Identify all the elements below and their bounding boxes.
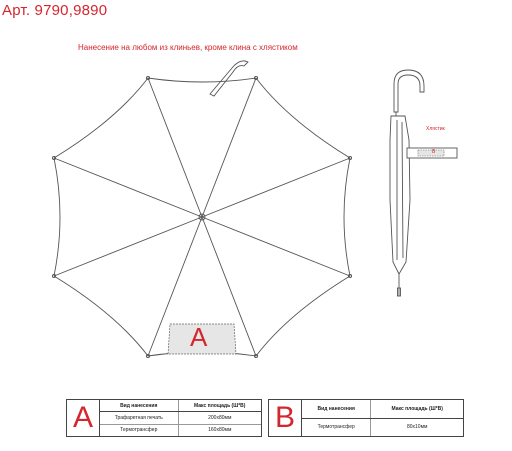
spec-b-area-cell: 80х10мм <box>371 418 463 436</box>
print-zone-b-letter: B <box>432 149 436 155</box>
handle-sketch <box>210 61 248 96</box>
folded-canopy <box>390 116 410 274</box>
spec-table-b <box>268 399 464 437</box>
rib-line <box>202 78 256 217</box>
spec-b-letter: B <box>269 400 302 436</box>
table-row <box>302 418 463 436</box>
table-row <box>100 424 261 436</box>
spec-a-header-row <box>100 400 261 412</box>
table-row <box>100 412 261 425</box>
spec-b-col-area: Макс площадь (Ш*В) <box>371 400 463 418</box>
placement-note: Нанесение на любом из клиньев, кроме клина с хлястиком <box>78 43 298 52</box>
umbrella-side-view <box>390 70 457 296</box>
spec-b-table <box>302 400 463 436</box>
rib-line <box>202 158 350 217</box>
canopy-top-view <box>52 61 351 358</box>
clasp-label: Хлястик <box>426 126 445 132</box>
spec-b-col-method: Вид нанесения <box>302 400 371 418</box>
rib-line <box>54 217 202 276</box>
spec-a-area-cell: 160х80мм <box>178 424 261 436</box>
spec-table-a <box>66 399 262 437</box>
spec-a-method-cell: Трафаретная печать <box>100 412 178 425</box>
spec-a-col-area: Макс площадь (Ш*В) <box>178 400 261 412</box>
side-handle <box>394 70 424 112</box>
spec-a-area-cell: 200х80мм <box>178 412 261 425</box>
spec-b-header-row <box>302 400 463 418</box>
rib-line <box>54 158 202 217</box>
fold-line <box>402 122 403 258</box>
rib-line <box>148 78 202 217</box>
spec-a-table <box>100 400 261 436</box>
spec-b-method-cell: Термотрансфер <box>317 424 355 431</box>
article-title: Арт. 9790,9890 <box>2 2 108 19</box>
spec-a-letter: A <box>67 400 100 436</box>
print-zone-a-letter: A <box>190 322 208 352</box>
print-zone-b <box>418 150 444 156</box>
rib-line <box>202 217 350 276</box>
spec-a-col-method: Вид нанесения <box>100 400 178 412</box>
spec-a-method-cell: Термотрансфер <box>120 427 158 434</box>
